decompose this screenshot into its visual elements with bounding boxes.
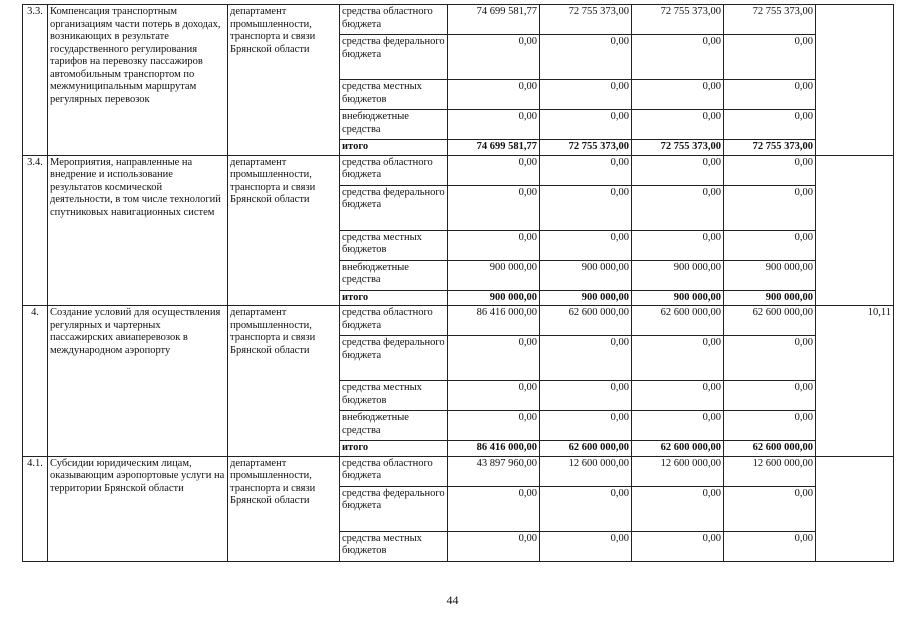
funding-source: средства местных бюджетов [340,381,448,411]
amount-year-3: 0,00 [632,486,724,531]
item-number: 4. [23,306,48,457]
amount-year-3: 72 755 373,00 [632,140,724,156]
amount-year-2: 0,00 [540,336,632,381]
amount-year-4: 0,00 [724,486,816,531]
target-indicator-ref [816,5,894,156]
amount-year-4: 0,00 [724,110,816,140]
amount-year-2: 0,00 [540,230,632,260]
item-name: Создание условий для осуществления регулярных и чартерных пассажирских авиаперевозок в международном аэропорту [48,306,228,457]
amount-year-2: 62 600 000,00 [540,441,632,457]
funding-source: средства областного бюджета [340,155,448,185]
funding-source: итого [340,140,448,156]
funding-source: средства областного бюджета [340,5,448,35]
amount-year-1: 900 000,00 [448,260,540,290]
item-number: 3.4. [23,155,48,306]
budget-table [22,4,894,562]
amount-year-2: 0,00 [540,381,632,411]
amount-year-2: 0,00 [540,531,632,561]
amount-year-2: 0,00 [540,185,632,230]
amount-year-4: 0,00 [724,185,816,230]
table-row [23,456,894,486]
amount-year-4: 62 600 000,00 [724,441,816,457]
responsible-executor: департамент промышленности, транспорта и связи Брянской области [228,155,340,306]
amount-year-1: 0,00 [448,155,540,185]
amount-year-4: 900 000,00 [724,260,816,290]
amount-year-2: 0,00 [540,486,632,531]
amount-year-4: 0,00 [724,155,816,185]
amount-year-1: 0,00 [448,411,540,441]
table-row [23,306,894,336]
funding-source: средства федерального бюджета [340,336,448,381]
amount-year-1: 43 897 960,00 [448,456,540,486]
table-row [23,155,894,185]
amount-year-2: 900 000,00 [540,290,632,306]
item-name: Субсидии юридическим лицам, оказывающим аэропортовые услуги на территории Брянской области [48,456,228,561]
funding-source: внебюджетные средства [340,411,448,441]
amount-year-3: 900 000,00 [632,260,724,290]
amount-year-2: 12 600 000,00 [540,456,632,486]
item-name: Компенсация транспортным организациям части потерь в доходах, возникающих в результате государственного регулирования тарифов на перевозку пассажиров автомобильным транспортом по межмуниципальным маршрутам регулярных перевозок [48,5,228,156]
target-indicator-ref [816,155,894,306]
amount-year-3: 0,00 [632,80,724,110]
funding-source: средства местных бюджетов [340,531,448,561]
funding-source: средства местных бюджетов [340,230,448,260]
page-number: 44 [446,593,459,607]
amount-year-4: 0,00 [724,411,816,441]
table-row [23,5,894,35]
amount-year-3: 0,00 [632,381,724,411]
amount-year-3: 900 000,00 [632,290,724,306]
amount-year-2: 0,00 [540,155,632,185]
amount-year-4: 0,00 [724,230,816,260]
amount-year-1: 0,00 [448,80,540,110]
amount-year-1: 0,00 [448,230,540,260]
target-indicator-ref [816,456,894,561]
amount-year-4: 12 600 000,00 [724,456,816,486]
amount-year-1: 0,00 [448,336,540,381]
amount-year-1: 0,00 [448,486,540,531]
responsible-executor: департамент промышленности, транспорта и связи Брянской области [228,456,340,561]
funding-source: внебюджетные средства [340,110,448,140]
amount-year-3: 0,00 [632,155,724,185]
amount-year-4: 0,00 [724,381,816,411]
amount-year-3: 72 755 373,00 [632,5,724,35]
funding-source: средства федерального бюджета [340,35,448,80]
amount-year-1: 74 699 581,77 [448,5,540,35]
amount-year-3: 62 600 000,00 [632,441,724,457]
funding-source: средства федерального бюджета [340,486,448,531]
target-indicator-ref: 10,11 [816,306,894,457]
amount-year-1: 0,00 [448,381,540,411]
amount-year-3: 0,00 [632,35,724,80]
amount-year-2: 0,00 [540,35,632,80]
funding-source: средства местных бюджетов [340,80,448,110]
amount-year-1: 0,00 [448,185,540,230]
amount-year-1: 0,00 [448,110,540,140]
amount-year-2: 0,00 [540,411,632,441]
funding-source: итого [340,441,448,457]
responsible-executor: департамент промышленности, транспорта и связи Брянской области [228,5,340,156]
amount-year-3: 0,00 [632,411,724,441]
amount-year-3: 62 600 000,00 [632,306,724,336]
amount-year-2: 900 000,00 [540,260,632,290]
amount-year-3: 0,00 [632,110,724,140]
amount-year-3: 0,00 [632,185,724,230]
amount-year-1: 0,00 [448,35,540,80]
amount-year-3: 0,00 [632,336,724,381]
amount-year-3: 0,00 [632,531,724,561]
table-body [23,5,894,562]
amount-year-4: 0,00 [724,336,816,381]
amount-year-4: 0,00 [724,531,816,561]
amount-year-1: 86 416 000,00 [448,306,540,336]
funding-source: итого [340,290,448,306]
amount-year-1: 0,00 [448,531,540,561]
funding-source: внебюджетные средства [340,260,448,290]
amount-year-3: 12 600 000,00 [632,456,724,486]
amount-year-4: 62 600 000,00 [724,306,816,336]
amount-year-2: 0,00 [540,110,632,140]
item-number: 3.3. [23,5,48,156]
amount-year-1: 86 416 000,00 [448,441,540,457]
amount-year-2: 62 600 000,00 [540,306,632,336]
funding-source: средства областного бюджета [340,456,448,486]
amount-year-4: 0,00 [724,80,816,110]
amount-year-4: 900 000,00 [724,290,816,306]
amount-year-1: 74 699 581,77 [448,140,540,156]
amount-year-4: 72 755 373,00 [724,5,816,35]
amount-year-2: 72 755 373,00 [540,140,632,156]
amount-year-2: 72 755 373,00 [540,5,632,35]
item-name: Мероприятия, направленные на внедрение и использование результатов космической деятельности, в том числе технологий спутниковых навигационных систем [48,155,228,306]
responsible-executor: департамент промышленности, транспорта и связи Брянской области [228,306,340,457]
amount-year-4: 0,00 [724,35,816,80]
amount-year-3: 0,00 [632,230,724,260]
amount-year-2: 0,00 [540,80,632,110]
item-number: 4.1. [23,456,48,561]
amount-year-1: 900 000,00 [448,290,540,306]
amount-year-4: 72 755 373,00 [724,140,816,156]
funding-source: средства федерального бюджета [340,185,448,230]
funding-source: средства областного бюджета [340,306,448,336]
